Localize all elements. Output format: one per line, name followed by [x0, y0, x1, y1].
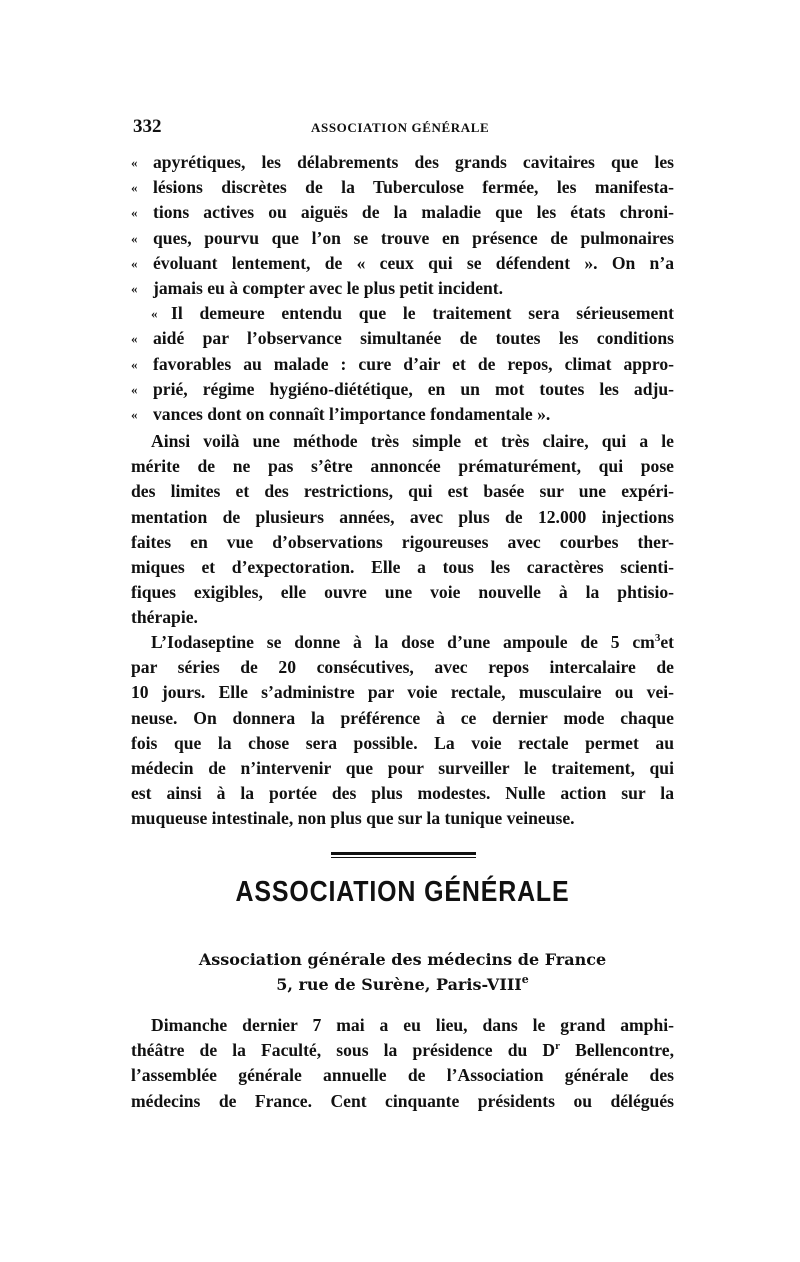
paragraph-line: 10 jours. Elle s’administre par voie rectale, musculaire ou vei-: [131, 682, 674, 703]
divider-rule-thick: [331, 852, 476, 855]
quote-mark: «: [151, 306, 158, 322]
quote-line: « favorables au malade : cure d’air et de repos, climat appro-: [131, 352, 674, 377]
quote-line: « vances dont on connaît l’importance fondamentale ».: [131, 402, 674, 427]
page-number: 332: [133, 116, 162, 137]
paragraph-line: Dimanche dernier 7 mai a eu lieu, dans le grand amphi-: [151, 1015, 674, 1035]
quote-mark: «: [131, 255, 138, 271]
association-subheading: Association générale des médecins de France: [198, 950, 607, 969]
paragraph-line: médecins de France. Cent cinquante présidents ou délégués: [131, 1090, 674, 1111]
superscript: r: [555, 1040, 561, 1053]
quote-mark: «: [131, 406, 138, 422]
quote-line: « tions actives ou aiguës de la maladie que les états chroni-: [131, 200, 674, 225]
paragraph-line: muqueuse intestinale, non plus que sur la tunique veineuse.: [131, 808, 575, 829]
paragraph-assembly: [131, 1013, 674, 1114]
paragraph-line: fois que la chose sera possible. La voie rectale permet au: [131, 732, 674, 753]
superscript: 3: [654, 632, 661, 644]
quote-line: « lésions discrètes de la Tuberculose fermée, les manifesta-: [131, 175, 674, 200]
paragraph-line: faites en vue d’observations rigoureuses avec courbes ther-: [131, 531, 674, 552]
paragraph-dosage: [131, 630, 674, 832]
paragraph-line: théâtre de la Faculté, sous la présidence du $D^r$ Bellencontre,: [131, 1040, 674, 1061]
quote-line: « jamais eu à compter avec le plus petit incident.: [131, 276, 674, 301]
paragraph-line: thérapie.: [131, 607, 198, 628]
quote-mark: «: [131, 230, 138, 246]
association-address: 5, rue de Surène, Paris-VIIIe: [276, 973, 529, 994]
quote-line: « ques, pourvu que l’on se trouve en présence de pulmonaires: [131, 226, 674, 251]
quote-mark: «: [131, 356, 138, 372]
quote-line: « apyrétiques, les délabrements des grands cavitaires que les: [131, 150, 674, 175]
paragraph-line: neuse. On donnera la préférence à ce dernier mode chaque: [131, 707, 674, 728]
quoted-block: [131, 150, 674, 427]
quote-mark: «: [131, 280, 138, 296]
divider-rule-thin: [331, 857, 476, 858]
quote-mark: «: [131, 155, 138, 170]
running-title: ASSOCIATION GÉNÉRALE: [311, 120, 490, 135]
paragraph-line: fiques exigibles, elle ouvre une voie nouvelle à la phtisio-: [131, 582, 674, 603]
superscript: e: [521, 973, 529, 986]
paragraph-line: des limites et des restrictions, qui est basée sur une expéri-: [131, 481, 674, 502]
quote-line: « prié, régime hygiéno-diététique, en un mot toutes les adju-: [131, 377, 674, 402]
quote-mark: «: [131, 331, 138, 347]
quote-line: « aidé par l’observance simultanée de toutes les conditions: [131, 326, 674, 351]
paragraph-line: l’assemblée générale annuelle de l’Association générale des: [131, 1065, 674, 1086]
paragraph-line: par séries de 20 consécutives, avec repos intercalaire de: [131, 657, 674, 678]
quote-mark: «: [131, 381, 138, 397]
quote-line: « Il demeure entendu que le traitement sera sérieusement: [131, 301, 674, 326]
paragraph-line: miques et d’expectoration. Elle a tous les caractères scienti-: [131, 556, 674, 577]
paragraph-line: mérite de ne pas s’être annoncée prématurément, qui pose: [131, 456, 674, 477]
paragraph-line: Ainsi voilà une méthode très simple et très claire, qui a le: [151, 431, 674, 451]
paragraph-line: mentation de plusieurs années, avec plus de 12.000 injections: [131, 506, 674, 527]
quote-mark: «: [131, 180, 138, 196]
paragraph-line: L’Iodaseptine se donne à la dose d’une ampoule de 5 $cm^3et$: [151, 632, 674, 652]
quote-mark: «: [131, 205, 138, 221]
paragraph-line: est ainsi à la portée des plus modestes. Nulle action sur la: [131, 783, 674, 804]
paragraph-method: [131, 429, 674, 631]
paragraph-line: médecin de n’intervenir que pour surveiller le traitement, qui: [131, 757, 674, 778]
running-head: [133, 116, 673, 140]
quote-line: « évoluant lentement, de « ceux qui se défendent ». On n’a: [131, 251, 674, 276]
section-title: ASSOCIATION GÉNÉRALE: [235, 876, 570, 908]
